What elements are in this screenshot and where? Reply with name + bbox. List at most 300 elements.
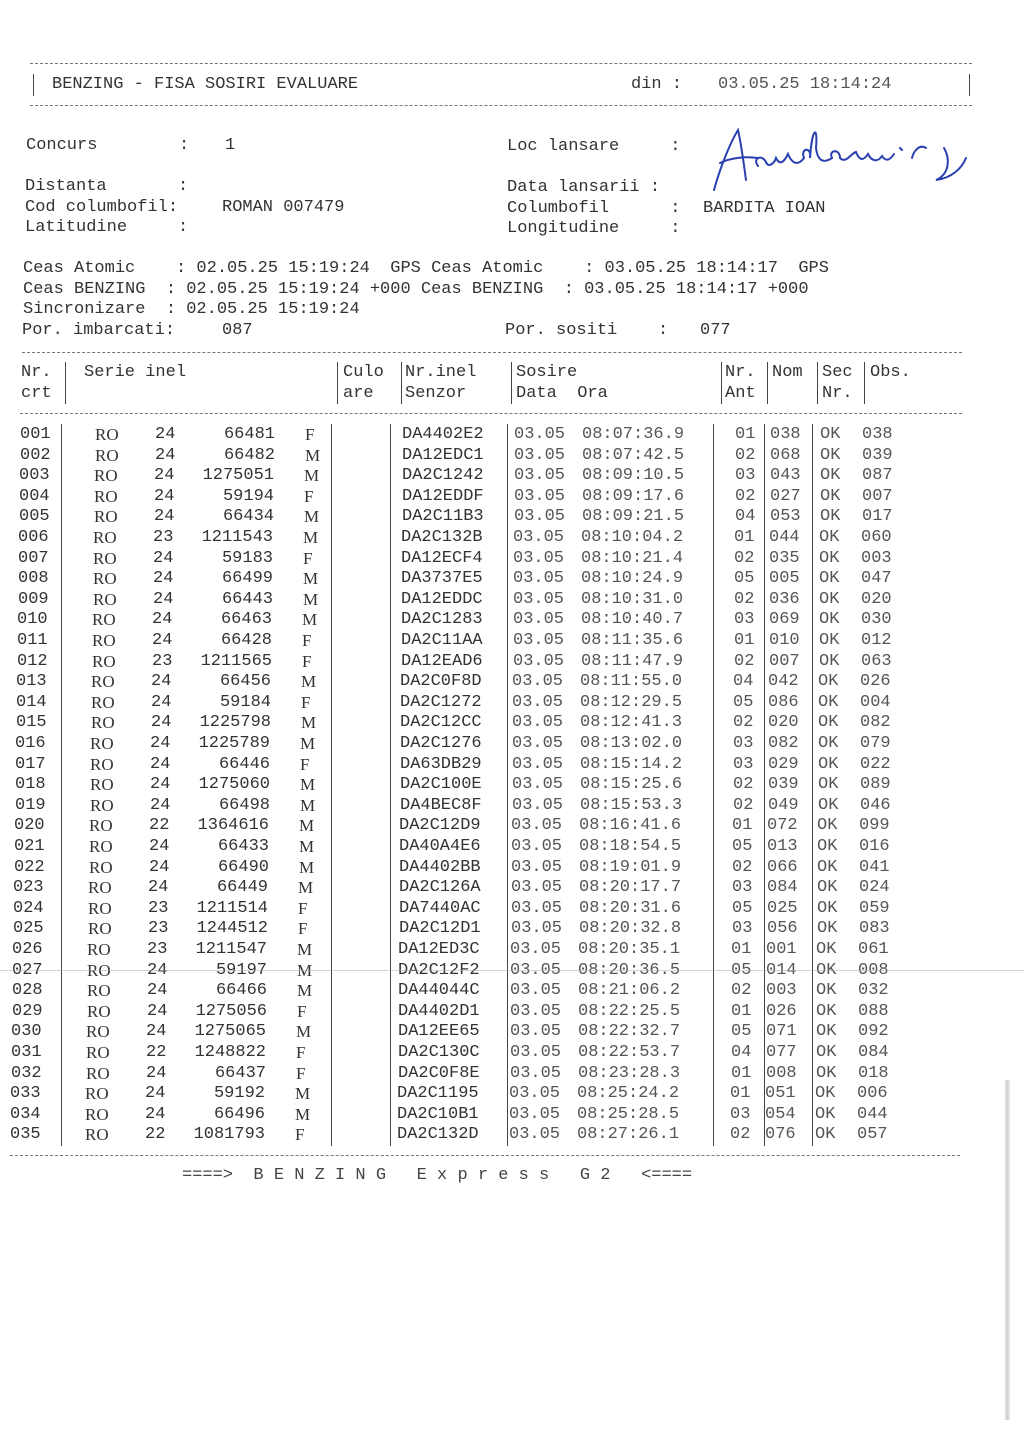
cell-ring-number: 1275051 [202, 466, 274, 486]
cell-sex: M [300, 775, 316, 795]
cell-sec-status: OK [816, 960, 837, 980]
cell-nom: 077 [766, 1043, 797, 1062]
cell-ant-nr: 05 [733, 692, 754, 712]
imbarcati-label: Por. imbarcati: [22, 321, 176, 340]
cell-sensor-ring: DA12ECF4 [401, 548, 483, 568]
cell-obs: 060 [861, 528, 892, 547]
col-culoare-1: Culo [343, 363, 384, 382]
cell-country: RO [90, 754, 114, 774]
cell-sec-status: OK [818, 795, 839, 815]
cell-sec-status: OK [819, 528, 840, 547]
col-nr-crt-1: Nr. [21, 363, 52, 382]
cell-sex: M [299, 837, 315, 856]
cell-arrival-time: 08:25:24.2 [577, 1084, 680, 1104]
cell-country: RO [95, 445, 119, 465]
cell-country: RO [88, 919, 112, 939]
cell-year: 24 [149, 837, 170, 856]
clock-line-atomic: Ceas Atomic : 02.05.25 15:19:24 GPS Ceas Atomic : 03.05.25 18:14:17 GPS [23, 259, 829, 278]
table-top-rule [22, 352, 962, 353]
cell-country: RO [91, 692, 115, 712]
cell-sex: F [300, 754, 310, 774]
cell-sex: F [298, 898, 308, 918]
cell-sec-status: OK [817, 898, 838, 918]
cell-sensor-ring: DA2C1276 [400, 734, 482, 753]
cell-year: 22 [149, 816, 170, 836]
cell-sex: M [304, 507, 320, 527]
cell-sec-status: OK [817, 878, 838, 898]
cell-nom: 053 [770, 507, 801, 527]
cell-crt: 025 [13, 919, 44, 939]
cell-nom: 076 [765, 1125, 796, 1145]
header-sep [65, 362, 66, 404]
cell-sec-status: OK [820, 466, 841, 486]
cell-ant-nr: 05 [732, 898, 753, 918]
cell-year: 24 [152, 631, 173, 650]
table-row [0, 672, 1024, 692]
table-row [0, 1064, 1024, 1084]
col-nom: Nom [772, 363, 803, 382]
table-row [0, 878, 1024, 898]
cell-ring-number: 66456 [219, 672, 271, 692]
cell-sex: F [295, 1125, 305, 1145]
cell-sex: M [295, 1084, 311, 1104]
cell-arrival-time: 08:10:40.7 [581, 610, 684, 630]
cell-ring-number: 1211514 [196, 898, 268, 918]
table-row [0, 775, 1024, 795]
table-row [0, 1043, 1024, 1063]
cell-sex: F [301, 692, 311, 712]
cell-ant-nr: 04 [735, 507, 756, 527]
handwritten-signature [700, 118, 975, 198]
cell-crt: 026 [12, 940, 43, 959]
table-row [0, 1105, 1024, 1125]
cell-ant-nr: 04 [731, 1043, 752, 1062]
cell-year: 24 [155, 445, 176, 465]
cell-sex: M [300, 795, 316, 815]
header-sep [767, 362, 768, 404]
cell-sex: M [297, 981, 313, 1001]
cell-sex: F [303, 548, 313, 568]
cell-year: 24 [150, 754, 171, 774]
cell-arrival-time: 08:11:47.9 [581, 651, 684, 671]
cell-nom: 035 [769, 548, 800, 568]
cell-country: RO [91, 672, 115, 692]
cell-nom: 025 [767, 898, 798, 918]
cell-sec-status: OK [815, 1125, 836, 1145]
col-ant-1: Nr. [725, 363, 756, 382]
cell-year: 23 [152, 651, 173, 671]
cell-ant-nr: 05 [734, 569, 755, 589]
cell-ring-number: 66437 [214, 1063, 266, 1083]
cell-arrival-time: 08:12:29.5 [580, 692, 683, 712]
table-row [0, 528, 1024, 548]
cell-sec-status: OK [819, 651, 840, 671]
cell-obs: 083 [859, 919, 890, 939]
cell-nom: 005 [769, 569, 800, 589]
cell-arrival-date: 03.05 [512, 775, 564, 795]
cell-obs: 079 [860, 734, 891, 753]
header-top-rule [30, 63, 972, 64]
table-row [0, 631, 1024, 651]
cell-arrival-time: 08:16:41.6 [579, 816, 682, 836]
cell-arrival-date: 03.05 [512, 795, 564, 815]
cell-sex: F [302, 651, 312, 671]
cell-sec-status: OK [819, 610, 840, 630]
cell-sec-status: OK [818, 692, 839, 712]
header-sep [337, 362, 338, 404]
cell-sensor-ring: DA2C1272 [400, 692, 482, 712]
cell-arrival-date: 03.05 [513, 569, 565, 589]
cell-country: RO [93, 548, 117, 568]
cell-sensor-ring: DA2C11B3 [402, 507, 484, 527]
cell-crt: 014 [16, 692, 47, 712]
clock-line-benzing: Ceas BENZING : 02.05.25 15:19:24 +000 Ceas BENZING : 03.05.25 18:14:17 +000 [23, 280, 809, 299]
cell-arrival-date: 03.05 [514, 425, 566, 444]
cell-sex: F [296, 1063, 306, 1083]
table-row [0, 755, 1024, 775]
cell-arrival-date: 03.05 [511, 857, 563, 877]
cell-arrival-time: 08:20:32.8 [579, 919, 682, 939]
cell-arrival-time: 08:07:42.5 [582, 445, 685, 465]
cell-sensor-ring: DA2C130C [398, 1043, 480, 1062]
cell-sec-status: OK [816, 1022, 837, 1042]
cell-sex: M [298, 878, 314, 898]
table-row [0, 610, 1024, 630]
cell-arrival-time: 08:07:36.9 [582, 425, 685, 444]
cell-arrival-date: 03.05 [511, 898, 563, 918]
table-row [0, 899, 1024, 919]
cell-ant-nr: 01 [734, 528, 755, 547]
cell-obs: 046 [860, 795, 891, 815]
cell-crt: 017 [15, 754, 46, 774]
cell-arrival-date: 03.05 [514, 486, 566, 506]
col-ant-2: Ant [725, 384, 756, 403]
cell-ring-number: 1211547 [195, 940, 267, 959]
cell-ant-nr: 02 [733, 795, 754, 815]
cell-ring-number: 66446 [218, 754, 270, 774]
cell-sensor-ring: DA2C12D9 [399, 816, 481, 836]
cell-ant-nr: 03 [733, 754, 754, 774]
cell-sex: M [295, 1104, 311, 1124]
cell-obs: 099 [859, 816, 890, 836]
cell-ring-number: 1211543 [201, 528, 273, 547]
cell-crt: 012 [17, 651, 48, 671]
cell-sensor-ring: DA63DB29 [400, 754, 482, 774]
cell-obs: 003 [861, 548, 892, 568]
cell-ring-number: 59197 [215, 960, 267, 980]
cell-year: 24 [146, 1063, 167, 1083]
scan-artifact-line [0, 970, 1024, 971]
cell-country: RO [89, 837, 113, 856]
cell-sensor-ring: DA4BEC8F [400, 795, 482, 815]
table-row [0, 940, 1024, 960]
cell-obs: 020 [861, 589, 892, 609]
cell-year: 24 [149, 857, 170, 877]
cell-arrival-time: 08:19:01.9 [579, 857, 682, 877]
cell-obs: 008 [858, 960, 889, 980]
cell-arrival-date: 03.05 [513, 528, 565, 547]
cell-nom: 003 [766, 981, 797, 1001]
cell-sex: F [297, 1001, 307, 1021]
cell-country: RO [87, 960, 111, 980]
cell-arrival-date: 03.05 [513, 610, 565, 630]
cell-sec-status: OK [818, 754, 839, 774]
cell-country: RO [86, 1043, 110, 1062]
cell-sensor-ring: DA12EAD6 [401, 651, 483, 671]
cell-year: 22 [145, 1125, 166, 1145]
cell-arrival-date: 03.05 [510, 981, 562, 1001]
cell-ant-nr: 01 [734, 631, 755, 650]
cell-sec-status: OK [816, 1063, 837, 1083]
cell-country: RO [91, 713, 115, 733]
cell-crt: 020 [14, 816, 45, 836]
cell-country: RO [88, 878, 112, 898]
cell-arrival-date: 03.05 [512, 672, 564, 692]
table-row [0, 590, 1024, 610]
cell-year: 24 [154, 486, 175, 506]
cell-year: 24 [154, 507, 175, 527]
cell-ant-nr: 02 [733, 775, 754, 795]
cell-sex: M [304, 466, 320, 486]
cell-arrival-time: 08:09:17.6 [582, 486, 685, 506]
cell-ant-nr: 04 [733, 672, 754, 692]
cell-sec-status: OK [819, 569, 840, 589]
page-edge-shadow [1004, 1080, 1010, 1420]
cell-ant-nr: 02 [731, 981, 752, 1001]
cell-ant-nr: 02 [735, 445, 756, 465]
cell-crt: 024 [13, 898, 44, 918]
cell-sex: M [302, 610, 318, 630]
table-row [0, 425, 1024, 445]
cod-columbofil-label: Cod columbofil: [25, 198, 179, 217]
cell-arrival-date: 03.05 [512, 692, 564, 712]
cell-sensor-ring: DA4402D1 [398, 1001, 480, 1021]
cell-sec-status: OK [820, 507, 841, 527]
cell-ring-number: 66498 [218, 795, 270, 815]
cell-sensor-ring: DA2C10B1 [397, 1104, 479, 1124]
cell-country: RO [86, 1063, 110, 1083]
cell-ring-number: 66496 [213, 1104, 265, 1124]
cell-arrival-date: 03.05 [511, 816, 563, 836]
cell-sex: M [305, 445, 321, 465]
cell-crt: 021 [14, 837, 45, 856]
cell-year: 23 [153, 528, 174, 547]
cell-obs: 088 [858, 1001, 889, 1021]
cell-ring-number: 1211565 [200, 651, 272, 671]
cell-obs: 026 [860, 672, 891, 692]
cell-arrival-date: 03.05 [511, 878, 563, 898]
cell-obs: 044 [857, 1104, 888, 1124]
cell-nom: 056 [767, 919, 798, 939]
cell-arrival-time: 08:11:55.0 [580, 672, 683, 692]
cell-nom: 072 [767, 816, 798, 836]
cell-nom: 010 [769, 631, 800, 650]
cell-country: RO [87, 981, 111, 1001]
cell-arrival-time: 08:10:31.0 [581, 589, 684, 609]
col-senzor-2: Senzor [405, 384, 467, 403]
cell-country: RO [93, 589, 117, 609]
header-sep [511, 362, 512, 404]
cell-arrival-time: 08:22:32.7 [578, 1022, 681, 1042]
cell-sex: M [299, 857, 315, 877]
cell-country: RO [87, 1001, 111, 1021]
cell-arrival-date: 03.05 [510, 960, 562, 980]
cell-sex: F [298, 919, 308, 939]
cell-sec-status: OK [820, 445, 841, 465]
table-row [0, 569, 1024, 589]
cell-sensor-ring: DA4402E2 [402, 425, 484, 444]
cell-country: RO [93, 569, 117, 589]
cell-obs: 024 [859, 878, 890, 898]
cell-ant-nr: 01 [732, 816, 753, 836]
cell-ring-number: 1275065 [194, 1022, 266, 1042]
cell-obs: 047 [861, 569, 892, 589]
cell-ring-number: 1081793 [193, 1125, 265, 1145]
cell-arrival-time: 08:20:17.7 [579, 878, 682, 898]
cell-sex: M [297, 940, 313, 959]
cell-ant-nr: 02 [732, 857, 753, 877]
cell-country: RO [92, 631, 116, 650]
longitudine-label: Longitudine : [507, 219, 681, 238]
cell-sensor-ring: DA2C12F2 [398, 960, 480, 980]
table-row [0, 981, 1024, 1001]
cell-sec-status: OK [819, 589, 840, 609]
cell-crt: 010 [17, 610, 48, 630]
col-culoare-2: are [343, 384, 374, 403]
cell-country: RO [89, 857, 113, 877]
cell-sensor-ring: DA12EE65 [398, 1022, 480, 1042]
cell-sensor-ring: DA2C100E [400, 775, 482, 795]
clock-line-sync: Sincronizare : 02.05.25 15:19:24 [23, 300, 360, 319]
cell-ring-number: 66481 [223, 425, 275, 444]
cell-arrival-date: 03.05 [514, 445, 566, 465]
cell-sex: F [304, 486, 314, 506]
cell-nom: 029 [768, 754, 799, 774]
cell-crt: 003 [19, 466, 50, 486]
cell-nom: 039 [768, 775, 799, 795]
cell-sensor-ring: DA2C126A [399, 878, 481, 898]
col-serie-inel: Serie inel [84, 363, 187, 382]
cell-ant-nr: 02 [733, 713, 754, 733]
cell-ring-number: 66466 [215, 981, 267, 1001]
cell-ring-number: 66482 [223, 445, 275, 465]
cell-crt: 035 [10, 1125, 41, 1145]
cell-ring-number: 1248822 [194, 1043, 266, 1062]
cell-country: RO [94, 466, 118, 486]
cell-obs: 007 [862, 486, 893, 506]
cell-country: RO [89, 816, 113, 836]
concurs-label: Concurs : [26, 136, 190, 155]
cell-sec-status: OK [816, 940, 837, 959]
cell-sec-status: OK [815, 1104, 836, 1124]
document-title: BENZING - FISA SOSIRI EVALUARE [52, 75, 359, 94]
cell-arrival-time: 08:11:35.6 [581, 631, 684, 650]
cell-ring-number: 66490 [217, 857, 269, 877]
columbofil-value: BARDITA IOAN [703, 199, 826, 218]
cell-sensor-ring: DA12EDDF [402, 486, 484, 506]
cell-obs: 038 [862, 425, 893, 444]
cell-nom: 044 [769, 528, 800, 547]
data-lansarii-label: Data lansarii : [507, 178, 661, 197]
header-sep [817, 362, 818, 404]
cell-ant-nr: 03 [734, 610, 755, 630]
latitudine-label: Latitudine : [25, 218, 189, 237]
cell-nom: 066 [767, 857, 798, 877]
cell-nom: 036 [769, 589, 800, 609]
cell-country: RO [85, 1104, 109, 1124]
table-row [0, 446, 1024, 466]
cell-crt: 002 [20, 445, 51, 465]
cell-sensor-ring: DA12EDC1 [402, 445, 484, 465]
col-senzor-1: Nr.inel [405, 363, 477, 382]
table-row [0, 693, 1024, 713]
cell-arrival-time: 08:25:28.5 [577, 1104, 680, 1124]
cell-obs: 022 [860, 754, 891, 774]
cell-ring-number: 66443 [221, 589, 273, 609]
cell-arrival-time: 08:22:25.5 [578, 1001, 681, 1021]
cell-ring-number: 66499 [221, 569, 273, 589]
cell-nom: 086 [768, 692, 799, 712]
cell-sec-status: OK [817, 837, 838, 856]
cell-sec-status: OK [817, 816, 838, 836]
cell-ant-nr: 02 [734, 548, 755, 568]
col-obs: Obs. [870, 363, 911, 382]
cell-arrival-date: 03.05 [513, 548, 565, 568]
cell-country: RO [86, 1022, 110, 1042]
col-sec-2: Nr. [822, 384, 853, 403]
cell-sec-status: OK [816, 981, 837, 1001]
cell-nom: 042 [768, 672, 799, 692]
cell-year: 22 [146, 1043, 167, 1062]
cell-year: 24 [153, 589, 174, 609]
cell-arrival-time: 08:15:53.3 [580, 795, 683, 815]
cell-year: 24 [153, 548, 174, 568]
cell-nom: 068 [770, 445, 801, 465]
cell-nom: 027 [770, 486, 801, 506]
cell-sex: M [301, 672, 317, 692]
cell-obs: 089 [860, 775, 891, 795]
cell-arrival-date: 03.05 [514, 507, 566, 527]
cell-nom: 020 [768, 713, 799, 733]
cell-arrival-date: 03.05 [510, 1043, 562, 1062]
cell-ant-nr: 01 [735, 425, 756, 444]
cell-crt: 034 [10, 1104, 41, 1124]
cell-crt: 005 [19, 507, 50, 527]
cell-country: RO [94, 486, 118, 506]
cell-sensor-ring: DA2C0F8D [400, 672, 482, 692]
table-row [0, 816, 1024, 836]
col-sosire-2: Data Ora [516, 384, 608, 403]
cell-nom: 008 [766, 1063, 797, 1083]
table-row [0, 1125, 1024, 1145]
cell-arrival-time: 08:27:26.1 [577, 1125, 680, 1145]
table-row [0, 1022, 1024, 1042]
cell-arrival-date: 03.05 [513, 651, 565, 671]
din-value: 03.05.25 18:14:24 [718, 75, 892, 94]
table-row [0, 1084, 1024, 1104]
cell-ant-nr: 05 [731, 1022, 752, 1042]
cell-nom: 038 [770, 425, 801, 444]
distanta-label: Distanta : [25, 177, 189, 196]
cell-year: 24 [152, 610, 173, 630]
cell-ring-number: 66449 [216, 878, 268, 898]
cell-sex: M [299, 816, 315, 836]
cell-obs: 016 [859, 837, 890, 856]
cell-crt: 029 [12, 1001, 43, 1021]
cell-sex: M [303, 528, 319, 547]
cell-sex: M [296, 1022, 312, 1042]
cell-ring-number: 59183 [221, 548, 273, 568]
